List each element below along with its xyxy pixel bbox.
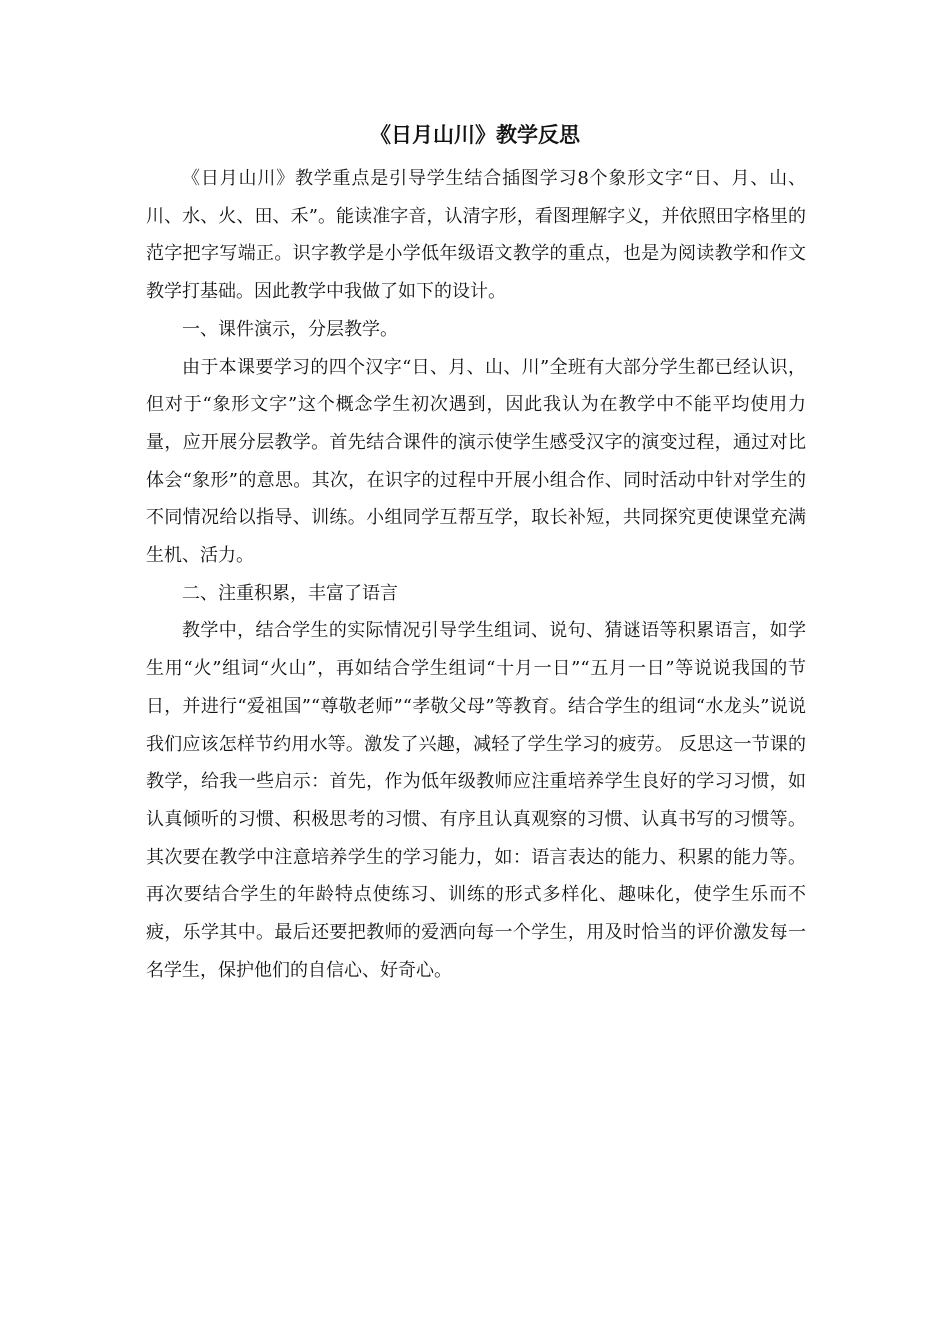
intro-paragraph: 《日月山川》教学重点是引导学生结合插图学习8个象形文字“日、月、山、川、水、火、田、禾”。能读准字音，认清字形，看图理解字义，并依照田字格里的范字把字写端正。识字教学是小学低年级语文教学的重点，也是为阅读教学和作文教学打基础。因此教学中我做了如下的设计。	[146, 168, 806, 303]
section-heading-2: 二、注重积累，丰富了语言	[182, 582, 398, 604]
document-body	[146, 160, 806, 989]
document-title: 《日月山川》教学反思	[370, 123, 580, 147]
section-2-paragraph: 教学中，结合学生的实际情况引导学生组词、说句、猜谜语等积累语言，如学生用“火”组词“火山”，再如结合学生组词“十月一日”“五月一日”等说说我国的节日，并进行“爱祖国”“尊敬老师”“孝敬父母”等教育。结合学生的组词“水龙头”说说我们应该怎样节约用水等。激发了兴趣，减轻了学生学习的疲劳。 反思这一节课的教学，给我一些启示：首先，作为低年级教师应注重培养学生良好的学习习惯，如认真倾听的习惯、积极思考的习惯、有序且认真观察的习惯、认真书写的习惯等。其次要在教学中注意培养学生的学习能力，如：语言表达的能力、积累的能力等。再次要结合学生的年龄特点使练习、训练的形式多样化、趣味化，使学生乐而不疲，乐学其中。最后还要把教师的爱洒向每一个学生，用及时恰当的评价激发每一名学生，保护他们的自信心、好奇心。	[146, 620, 806, 981]
section-heading-1: 一、课件演示，分层教学。	[182, 318, 398, 340]
section-1-paragraph: 由于本课要学习的四个汉字“日、月、山、川”全班有大部分学生都已经认识，但对于“象形文字”这个概念学生初次遇到，因此我认为在教学中不能平均使用力量，应开展分层教学。首先结合课件的演示使学生感受汉字的演变过程，通过对比体会“象形”的意思。其次，在识字的过程中开展小组合作、同时活动中针对学生的不同情况给以指导、训练。小组同学互帮互学，取长补短，共同探究更使课堂充满生机、活力。	[146, 356, 806, 567]
